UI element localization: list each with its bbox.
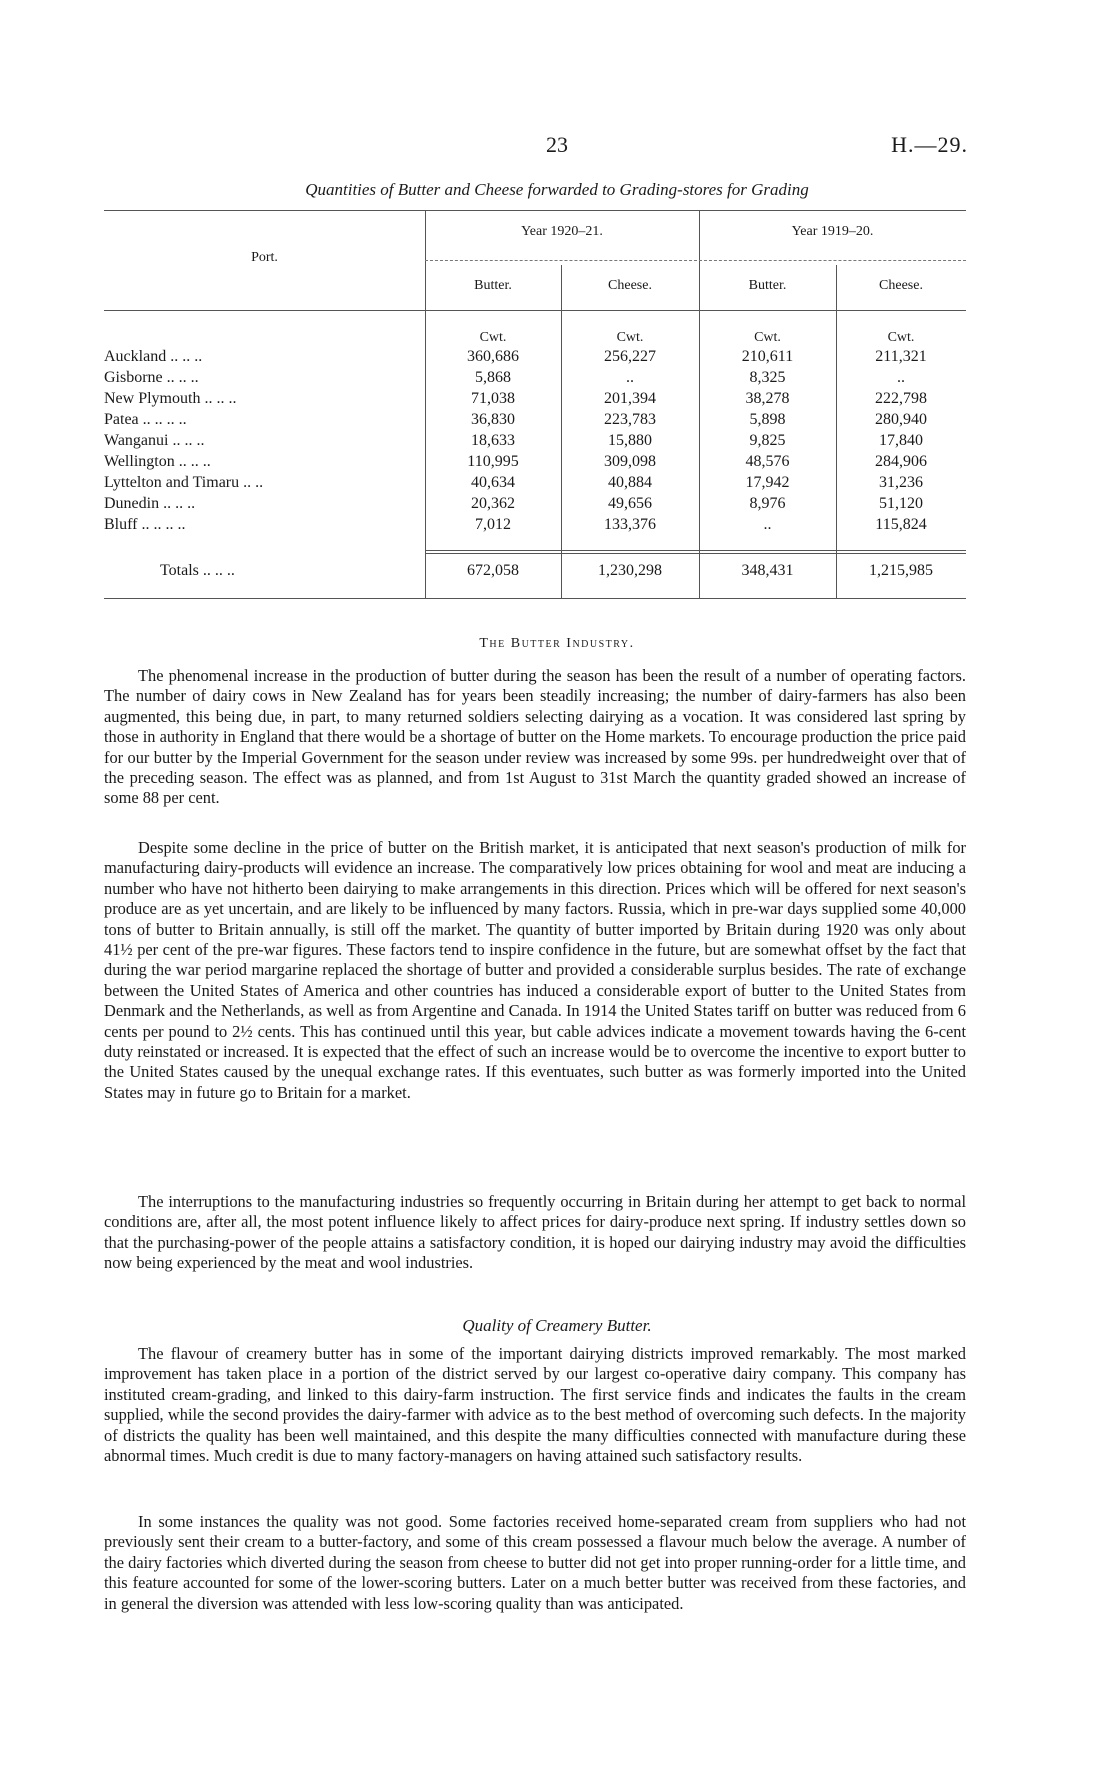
- cell-value: 71,038: [471, 390, 515, 407]
- table-row: [104, 474, 966, 495]
- table-row: [104, 369, 966, 390]
- table-row: [104, 432, 966, 453]
- body-paragraph: The flavour of creamery butter has in some of the important dairying districts improved remarkably. The most marked improvement has taken place in a portion of the district served by our largest co-operative dairy company. This company has instituted cream-grading, and linked to this dairy-farm instruction. The first service finds and indicates the faults in the cream supplied, while the second provides the dairy-farmer with advice as to the best method of overcoming such defects. In the majority of districts the quality has been well maintained, and this despite the many difficulties connected with manufacture during these abnormal times. Much credit is due to many factory-managers on having attained such satisfactory results.: [104, 1344, 966, 1466]
- unit-label: Cwt.: [616, 330, 644, 345]
- subsection-heading: Quality of Creamery Butter.: [462, 1316, 652, 1335]
- cell-value: 49,656: [608, 495, 652, 512]
- cell-value: 9,825: [749, 432, 786, 449]
- cheese-header: Cheese.: [608, 278, 652, 293]
- cell-value: 211,321: [875, 348, 927, 365]
- cell-value: 51,120: [879, 495, 923, 512]
- table-row: [104, 495, 966, 516]
- totals-rule: [425, 550, 966, 551]
- table-row: [104, 411, 966, 432]
- totals-row: [104, 562, 966, 583]
- cell-value: 38,278: [745, 390, 790, 407]
- port-name: Patea .. .. .. ..: [104, 411, 187, 428]
- port-name: Gisborne .. .. ..: [104, 369, 199, 386]
- cell-value: 20,362: [471, 495, 515, 512]
- cell-value: 115,824: [875, 516, 927, 533]
- port-name: Wellington .. .. ..: [104, 453, 211, 470]
- cell-value: ..: [763, 516, 772, 533]
- document-reference: H.—29.: [891, 132, 968, 157]
- table-caption: Quantities of Butter and Cheese forwarded to Grading-stores for Grading: [305, 180, 809, 199]
- total-value: 348,431: [741, 562, 794, 579]
- year-header-1919-20: Year 1919–20.: [791, 224, 874, 239]
- body-paragraph: Despite some decline in the price of butter on the British market, it is anticipated that next season's production of milk for manufacturing dairy-products will evidence an increase. The comparatively low prices obtaining for wool and meat are inducing a number who have not hitherto been dairying to make arrangements in this direction. Prices which will be offered for next season's produce are as yet uncertain, and are likely to be influenced by many factors. Russia, which in pre-war days supplied some 40,000 tons of butter to Britain annually, is still off the market. The quantity of butter imported by Britain during 1920 was only about 41½ per cent of the pre-war figures. These factors tend to inspire confidence in the future, but are somewhat offset by the fact that during the war period margarine replaced the shortage of butter and provided a considerable surplus besides. The rate of exchange between the United States of America and other countries has induced a considerable export of butter to the United States from Denmark and the Netherlands, as well as from Argentine and Canada. In 1914 the United States tariff on butter was reduced from 6 cents per pound to 2½ cents. This has continued until this year, but cable advices indicate a movement towards having the 6-cent duty reinstated or increased. It is expected that the effect of such an increase would be to overcome the incentive to export butter to the United States caused by the unequal exchange rates. If this eventuates, such butter as was formerly imported into the United States may in future go to Britain for a market.: [104, 838, 966, 1102]
- total-value: 672,058: [467, 562, 519, 579]
- total-value: 1,230,298: [598, 562, 662, 579]
- cell-value: 133,376: [604, 516, 656, 533]
- body-paragraph: The interruptions to the manufacturing industries so frequently occurring in Britain during her attempt to get back to normal conditions are, after all, the most potent influence likely to affect prices for dairy-produce next spring. If industry settles down so that the purchasing-power of the people attains a satisfactory condition, it is hoped our dairying industry may avoid the difficulties now being experienced by the meat and wool industries.: [104, 1192, 966, 1273]
- cell-value: 8,976: [749, 495, 786, 512]
- butter-header: Butter.: [474, 278, 512, 293]
- port-name: Wanganui .. .. ..: [104, 432, 205, 449]
- table-row: [104, 516, 966, 537]
- unit-label: Cwt.: [887, 330, 915, 345]
- totals-label: Totals .. .. ..: [160, 562, 235, 579]
- port-name: Dunedin .. .. ..: [104, 495, 196, 512]
- totals-rule-double: [425, 553, 966, 554]
- cell-value: 280,940: [875, 411, 927, 428]
- table-bottom-rule: [104, 598, 966, 599]
- cell-value: 8,325: [749, 369, 786, 386]
- cell-value: 48,576: [745, 453, 790, 470]
- cell-value: 31,236: [879, 474, 923, 491]
- cell-value: 40,634: [471, 474, 515, 491]
- cell-value: 17,942: [745, 474, 790, 491]
- cell-value: 222,798: [875, 390, 927, 407]
- cell-value: ..: [626, 369, 634, 386]
- cell-value: 18,633: [471, 432, 515, 449]
- cell-value: 360,686: [467, 348, 519, 365]
- year-header-1920-21: Year 1920–21.: [521, 224, 603, 239]
- port-name: Bluff .. .. .. ..: [104, 516, 186, 533]
- cell-value: 110,995: [467, 453, 519, 470]
- unit-label: Cwt.: [754, 330, 781, 345]
- cell-value: 7,012: [475, 516, 511, 533]
- cell-value: 201,394: [604, 390, 656, 407]
- cell-value: 5,868: [475, 369, 511, 386]
- cell-value: 256,227: [604, 348, 656, 365]
- body-paragraph: The phenomenal increase in the production of butter during the season has been the result of a number of operating factors. The number of dairy cows in New Zealand has for years been steadily increasing; the number of dairy-farmers has also been augmented, this being due, in part, to many returned soldiers selecting dairying as a vocation. It was considered last spring by those in authority in England that there would be a shortage of butter on the Home markets. To encourage production the price paid for our butter by the Imperial Government for the season under review was increased by some 99s. per hundredweight over that of the preceding season. The effect was as planned, and from 1st August to 31st March the quantity graded showed an increase of some 88 per cent.: [104, 666, 966, 808]
- cell-value: 36,830: [471, 411, 515, 428]
- table-top-rule: [104, 210, 966, 211]
- port-name: New Plymouth .. .. ..: [104, 390, 237, 407]
- table-row: [104, 348, 966, 369]
- cheese-header: Cheese.: [879, 278, 923, 293]
- cell-value: 5,898: [749, 411, 786, 428]
- butter-header: Butter.: [748, 278, 787, 293]
- page-number: 23: [546, 132, 568, 157]
- cell-value: 15,880: [608, 432, 652, 449]
- cell-value: 223,783: [604, 411, 656, 428]
- cell-value: 17,840: [879, 432, 923, 449]
- port-column-header: Port.: [251, 250, 278, 265]
- body-paragraph: In some instances the quality was not good. Some factories received home-separated cream from suppliers who had not previously sent their cream to a butter-factory, and some of this cream possessed a flavour much below the average. A number of the dairy factories which diverted during the season from cheese to butter did not get into proper running-order for a little time, and this feature accounted for some of the lower-scoring butters. Later on a much better butter was received from these factories, and in general the diversion was attended with less low-scoring quality than was anticipated.: [104, 1512, 966, 1613]
- cell-value: 210,611: [741, 348, 794, 365]
- table-row: [104, 390, 966, 411]
- cell-value: 284,906: [875, 453, 927, 470]
- cell-value: 309,098: [604, 453, 656, 470]
- table-row: [104, 453, 966, 474]
- section-heading: The Butter Industry.: [479, 636, 635, 651]
- cell-value: 40,884: [608, 474, 652, 491]
- cell-value: ..: [897, 369, 905, 386]
- port-name: Lyttelton and Timaru .. ..: [104, 474, 264, 491]
- total-value: 1,215,985: [869, 562, 933, 579]
- year-subheader-rule: [425, 260, 966, 261]
- unit-label: Cwt.: [479, 330, 507, 345]
- port-name: Auckland .. .. ..: [104, 348, 203, 365]
